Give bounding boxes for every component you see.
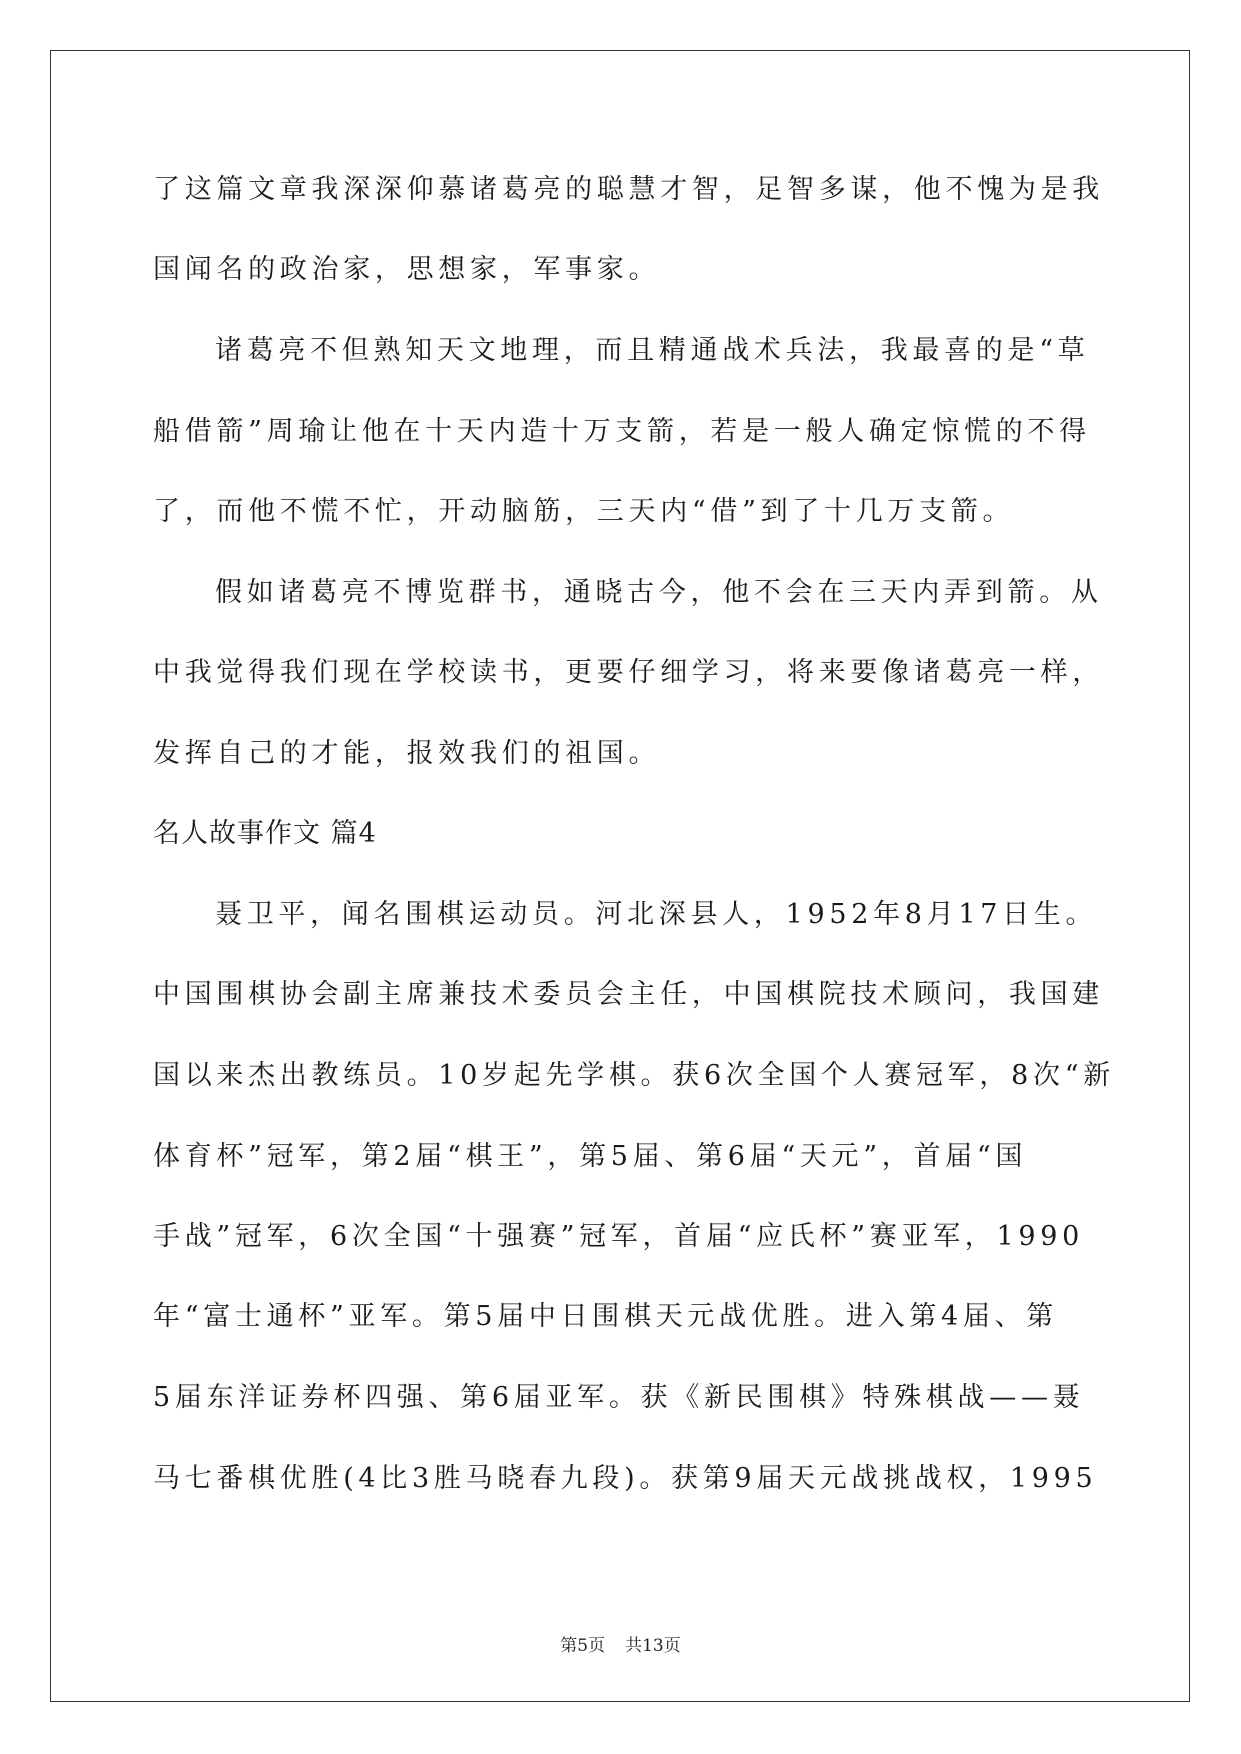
section-heading: 名人故事作文 篇4 (153, 818, 377, 849)
body-line: 中我觉得我们现在学校读书，更要仔细学习，将来要像诸葛亮一样， (153, 657, 1104, 688)
page-total: 共13页 (625, 1636, 681, 1656)
paragraph-start: 聂卫平，闻名围棋运动员。河北深县人，1952年8月17日生。 (215, 899, 1098, 930)
body-line: 体育杯”冠军，第2届“棋王”，第5届、第6届“天元”，首届“国 (153, 1141, 1028, 1172)
body-line: 5届东洋证券杯四强、第6届亚军。获《新民围棋》特殊棋战——聂 (153, 1382, 1085, 1413)
body-line: 了这篇文章我深深仰慕诸葛亮的聪慧才智，足智多谋，他不愧为是我 (153, 174, 1104, 205)
paragraph-start: 诸葛亮不但熟知天文地理，而且精通战术兵法，我最喜的是“草 (215, 335, 1090, 366)
page-number: 第5页 (560, 1636, 606, 1656)
body-line: 了，而他不慌不忙，开动脑筋，三天内“借”到了十几万支箭。 (153, 496, 1015, 527)
body-line: 船借箭”周瑜让他在十天内造十万支箭，若是一般人确定惊慌的不得 (153, 416, 1091, 447)
page-border (50, 50, 1190, 1702)
paragraph-start: 假如诸葛亮不博览群书，通晓古今，他不会在三天内弄到箭。从 (215, 577, 1103, 608)
body-line: 马七番棋优胜(4比3胜马晓春九段)。获第9届天元战挑战权，1995 (153, 1463, 1098, 1494)
body-line: 发挥自己的才能，报效我们的祖国。 (153, 738, 661, 769)
body-line: 手战”冠军，6次全国“十强赛”冠军，首届“应氏杯”赛亚军，1990 (153, 1221, 1085, 1252)
body-line: 中国围棋协会副主席兼技术委员会主任，中国棋院技术顾问，我国建 (153, 979, 1104, 1010)
body-line: 国闻名的政治家，思想家，军事家。 (153, 254, 661, 285)
page-footer (0, 1631, 1241, 1656)
body-line: 国以来杰出教练员。10岁起先学棋。获6次全国个人赛冠军，8次“新 (153, 1060, 1115, 1091)
body-line: 年“富士通杯”亚军。第5届中日围棋天元战优胜。进入第4届、第 (153, 1301, 1058, 1332)
